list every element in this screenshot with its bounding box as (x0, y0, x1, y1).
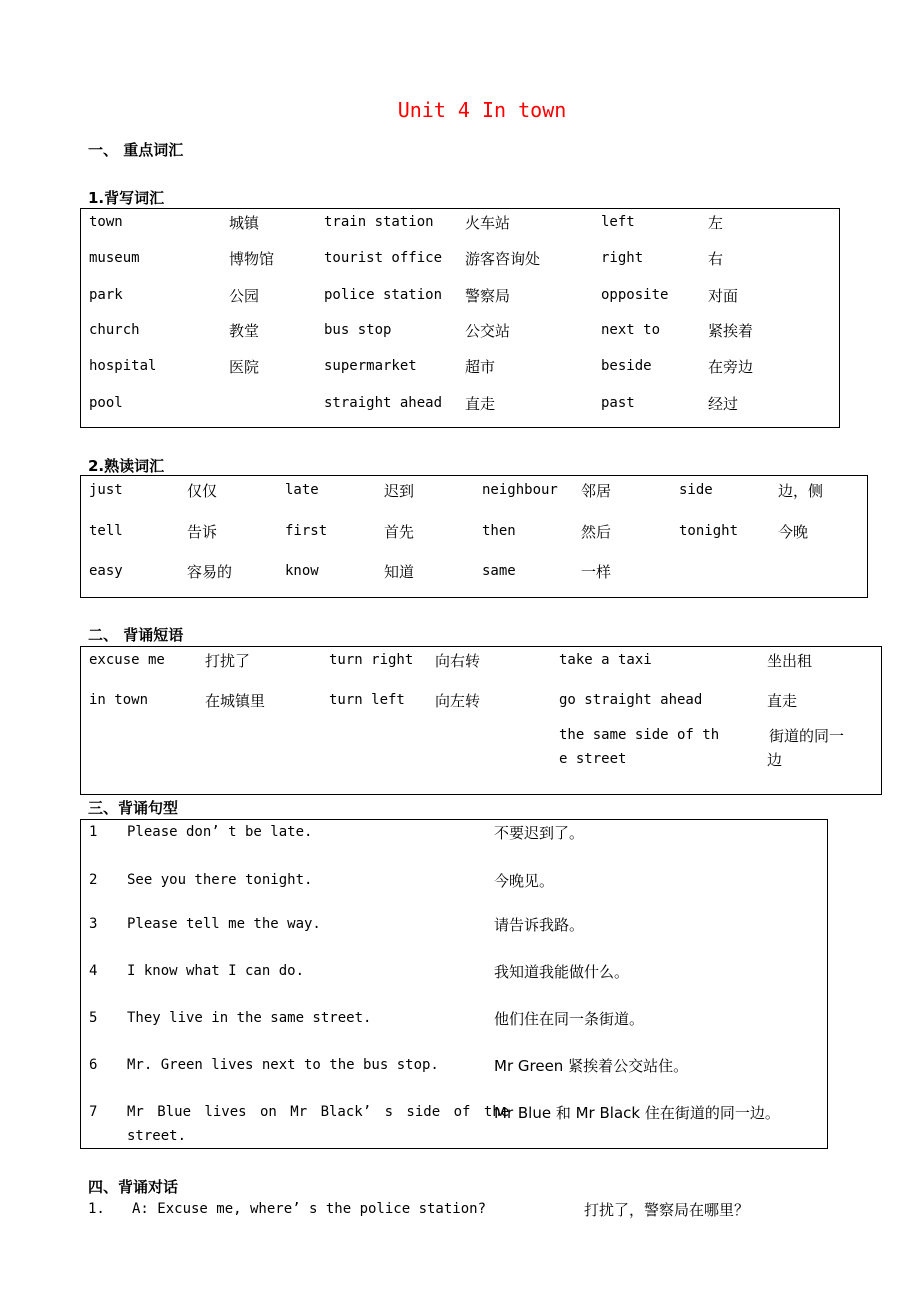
section-4-heading: 四、背诵对话 (88, 1178, 179, 1196)
vocab2-en-0-6: side (679, 482, 713, 498)
vocab1-en-5-4: past (601, 395, 635, 411)
phrase-table (80, 646, 882, 795)
vocab2-en-1-0: tell (89, 523, 123, 539)
sentence-en: I know what I can do. (127, 963, 305, 979)
vocab1-en-0-2: train station (324, 214, 434, 230)
sentence-num: 5 (89, 1010, 98, 1026)
sentence-num: 2 (89, 872, 98, 888)
vocab1-en-3-0: church (89, 322, 140, 338)
dialogue-en-1: A: Excuse me, where’ s the police station? (132, 1201, 487, 1217)
phrase-en-1-4: go straight ahead (559, 692, 703, 708)
vocab1-cn-5-5: 经过 (708, 395, 739, 413)
section-2-heading: 二、 背诵短语 (88, 626, 184, 644)
vocab1-en-4-4: beside (601, 358, 652, 374)
vocab2-en-1-6: tonight (679, 523, 739, 539)
vocab1-cn-0-5: 左 (708, 214, 724, 232)
sentence-en: Please don’ t be late. (127, 824, 313, 840)
phrase-cn-1-3: 向左转 (435, 692, 481, 710)
vocab1-cn-4-5: 在旁边 (708, 358, 754, 376)
vocab1-en-5-0: pool (89, 395, 123, 411)
dialogue-num-1: 1. (88, 1201, 105, 1217)
phrase-en-0-0: excuse me (89, 652, 165, 668)
phrase-extra-en-1: the same side of th (559, 727, 720, 743)
sentence-cn: Mr Green 紧挨着公交站住。 (494, 1057, 689, 1075)
vocab1-en-4-2: supermarket (324, 358, 417, 374)
section-3-heading: 三、背诵句型 (88, 799, 179, 817)
sentence-cn: 不要迟到了。 (494, 824, 585, 842)
sentence-num: 4 (89, 963, 98, 979)
vocab1-cn-4-3: 超市 (465, 358, 496, 376)
vocab1-en-4-0: hospital (89, 358, 157, 374)
vocab1-en-1-0: museum (89, 250, 140, 266)
vocab2-cn-0-5: 邻居 (581, 482, 612, 500)
vocab2-cn-2-5: 一样 (581, 563, 612, 581)
sentence-table (80, 819, 828, 1149)
phrase-en-1-0: in town (89, 692, 149, 708)
vocab2-en-1-2: first (285, 523, 328, 539)
vocab2-cn-1-1: 告诉 (187, 523, 218, 541)
vocab2-cn-2-1: 容易的 (187, 563, 233, 581)
sentence-num: 1 (89, 824, 98, 840)
vocab1-en-2-4: opposite (601, 287, 669, 303)
sentence-en: Mr Blue lives on Mr Black’ s side of the (127, 1104, 510, 1120)
vocab2-cn-0-3: 迟到 (384, 482, 415, 500)
vocab1-en-0-0: town (89, 214, 123, 230)
vocab2-en-0-0: just (89, 482, 123, 498)
sentence-cn: 请告诉我路。 (494, 916, 585, 934)
sentence-en: Please tell me the way. (127, 916, 321, 932)
vocab1-cn-1-1: 博物馆 (229, 250, 275, 268)
sentence-cn: 今晚见。 (494, 872, 555, 890)
vocab2-en-0-2: late (285, 482, 319, 498)
vocab1-cn-2-1: 公园 (229, 287, 260, 305)
vocab-table-1 (80, 208, 840, 428)
vocab1-en-3-4: next to (601, 322, 661, 338)
vocab2-cn-1-7: 今晚 (778, 523, 809, 541)
vocab1-cn-2-3: 警察局 (465, 287, 511, 305)
vocab1-cn-0-1: 城镇 (229, 214, 260, 232)
phrase-cn-1-5: 直走 (767, 692, 798, 710)
phrase-cn-1-1: 在城镇里 (205, 692, 266, 710)
vocab1-cn-5-3: 直走 (465, 395, 496, 413)
section-1-heading: 一、 重点词汇 (88, 141, 184, 159)
sentence-num: 6 (89, 1057, 98, 1073)
vocab1-cn-3-3: 公交站 (465, 322, 511, 340)
sentence-cn: 我知道我能做什么。 (494, 963, 630, 981)
sentence-en-cont: street. (127, 1128, 187, 1144)
vocab1-cn-0-3: 火车站 (465, 214, 511, 232)
phrase-cn-0-1: 打扰了 (205, 652, 251, 670)
sub-1-heading: 1.背写词汇 (88, 189, 165, 207)
vocab-table-2 (80, 475, 868, 598)
vocab2-cn-1-5: 然后 (581, 523, 612, 541)
sentence-en: See you there tonight. (127, 872, 313, 888)
vocab2-en-2-0: easy (89, 563, 123, 579)
sentence-en: They live in the same street. (127, 1010, 372, 1026)
phrase-en-0-2: turn right (329, 652, 414, 668)
page-title: Unit 4 In town (397, 98, 567, 122)
vocab1-en-1-2: tourist office (324, 250, 443, 266)
phrase-en-1-2: turn left (329, 692, 405, 708)
vocab1-en-1-4: right (601, 250, 644, 266)
vocab1-cn-4-1: 医院 (229, 358, 260, 376)
sentence-cn: 他们住在同一条街道。 (494, 1010, 645, 1028)
sentence-num: 3 (89, 916, 98, 932)
vocab2-cn-2-3: 知道 (384, 563, 415, 581)
vocab1-en-0-4: left (601, 214, 635, 230)
sentence-en: Mr. Green lives next to the bus stop. (127, 1057, 439, 1073)
vocab1-cn-3-1: 教堂 (229, 322, 260, 340)
phrase-extra-en-2: e street (559, 751, 627, 767)
vocab1-en-5-2: straight ahead (324, 395, 443, 411)
vocab1-en-3-2: bus stop (324, 322, 392, 338)
dialogue-cn-1: 打扰了，警察局在哪里？ (584, 1201, 750, 1219)
vocab1-en-2-2: police station (324, 287, 443, 303)
vocab2-en-2-4: same (482, 563, 516, 579)
vocab2-cn-1-3: 首先 (384, 523, 415, 541)
vocab1-cn-1-5: 右 (708, 250, 724, 268)
phrase-cn-0-5: 坐出租 (767, 652, 813, 670)
vocab1-cn-1-3: 游客咨询处 (465, 250, 541, 268)
vocab1-en-2-0: park (89, 287, 123, 303)
vocab2-en-1-4: then (482, 523, 516, 539)
phrase-cn-0-3: 向右转 (435, 652, 481, 670)
vocab2-en-2-2: know (285, 563, 319, 579)
sentence-cn: Mr Blue 和 Mr Black 住在街道的同一边。 (494, 1104, 780, 1122)
sub-2-heading: 2.熟读词汇 (88, 457, 165, 475)
sentence-num: 7 (89, 1104, 98, 1120)
vocab1-cn-3-5: 紧挨着 (708, 322, 754, 340)
vocab2-cn-0-1: 仅仅 (187, 482, 218, 500)
phrase-en-0-4: take a taxi (559, 652, 652, 668)
phrase-extra-cn-2: 边 (767, 751, 783, 769)
vocab2-en-0-4: neighbour (482, 482, 558, 498)
phrase-extra-cn-1: 街道的同一 (769, 727, 845, 745)
vocab2-cn-0-7: 边，侧 (778, 482, 824, 500)
vocab1-cn-2-5: 对面 (708, 287, 739, 305)
